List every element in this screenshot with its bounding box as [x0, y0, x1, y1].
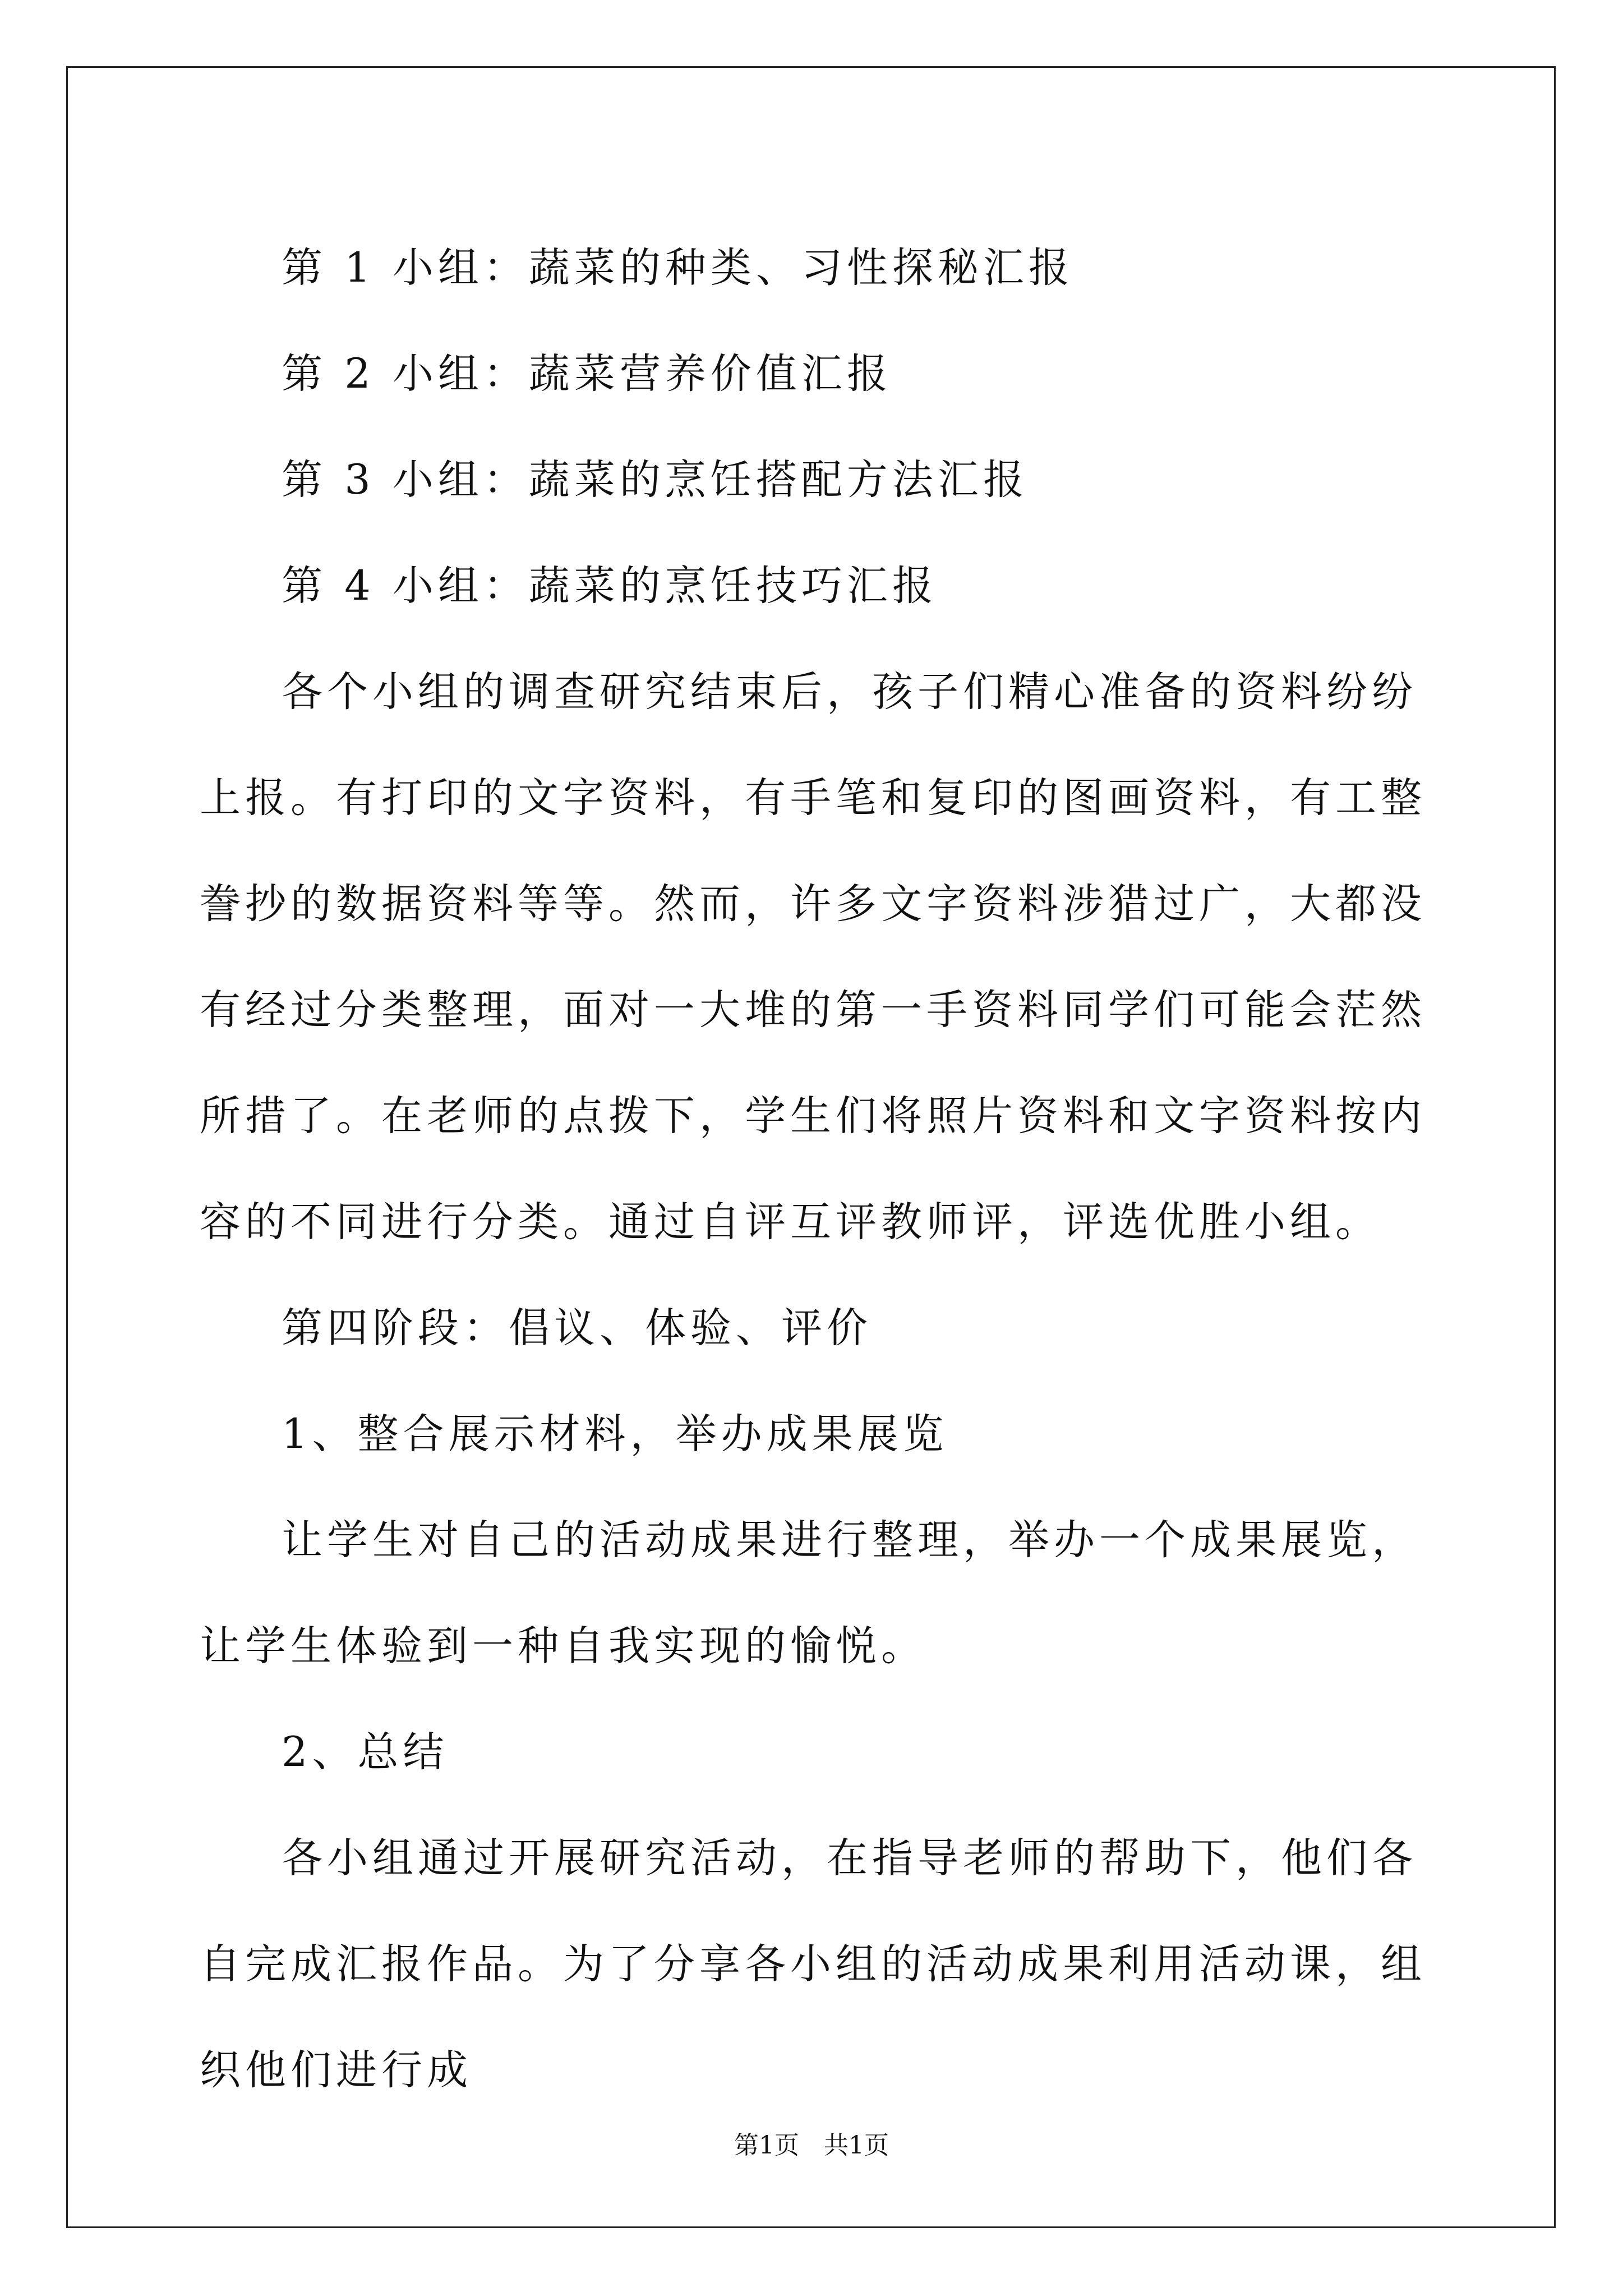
paragraph-group-1: 第 1 小组：蔬菜的种类、习性探秘汇报 — [282, 244, 1074, 292]
page-footer: 第1页 共1页 — [734, 2131, 889, 2160]
paragraph-item-1-heading: 1、整合展示材料，举办成果展览 — [282, 1410, 948, 1458]
paragraph-group-3: 第 3 小组：蔬菜的烹饪搭配方法汇报 — [282, 456, 1029, 504]
paragraph-item-2-heading: 2、总结 — [282, 1728, 449, 1776]
paragraph-group-2: 第 2 小组：蔬菜营养价值汇报 — [282, 350, 892, 398]
document-body — [200, 215, 1428, 2123]
paragraph-research-summary: 各个小组的调查研究结束后，孩子们精心准备的资料纷纷上报。有打印的文字资料，有手笔和复印的图画资料，有工整誊抄的数据资料等等。然而，许多文字资料涉猎过广，大都没有经过分类整理，面对一大堆的第一手资料同学们可能会茫然所措了。在老师的点拨下，学生们将照片资料和文字资料按内容的不同进行分类。通过自评互评教师评，评选优胜小组。 — [200, 668, 1426, 1246]
paragraph-conclusion: 各小组通过开展研究活动，在指导老师的帮助下，他们各自完成汇报作品。为了分享各小组的活动成果利用活动课，组织他们进行成 — [200, 1834, 1426, 2094]
paragraph-stage-four-heading: 第四阶段：倡议、体验、评价 — [282, 1304, 872, 1352]
paragraph-exhibition: 让学生对自己的活动成果进行整理，举办一个成果展览，让学生体验到一种自我实现的愉悦。 — [200, 1516, 1417, 1670]
paragraph-group-4: 第 4 小组：蔬菜的烹饪技巧汇报 — [282, 562, 938, 610]
